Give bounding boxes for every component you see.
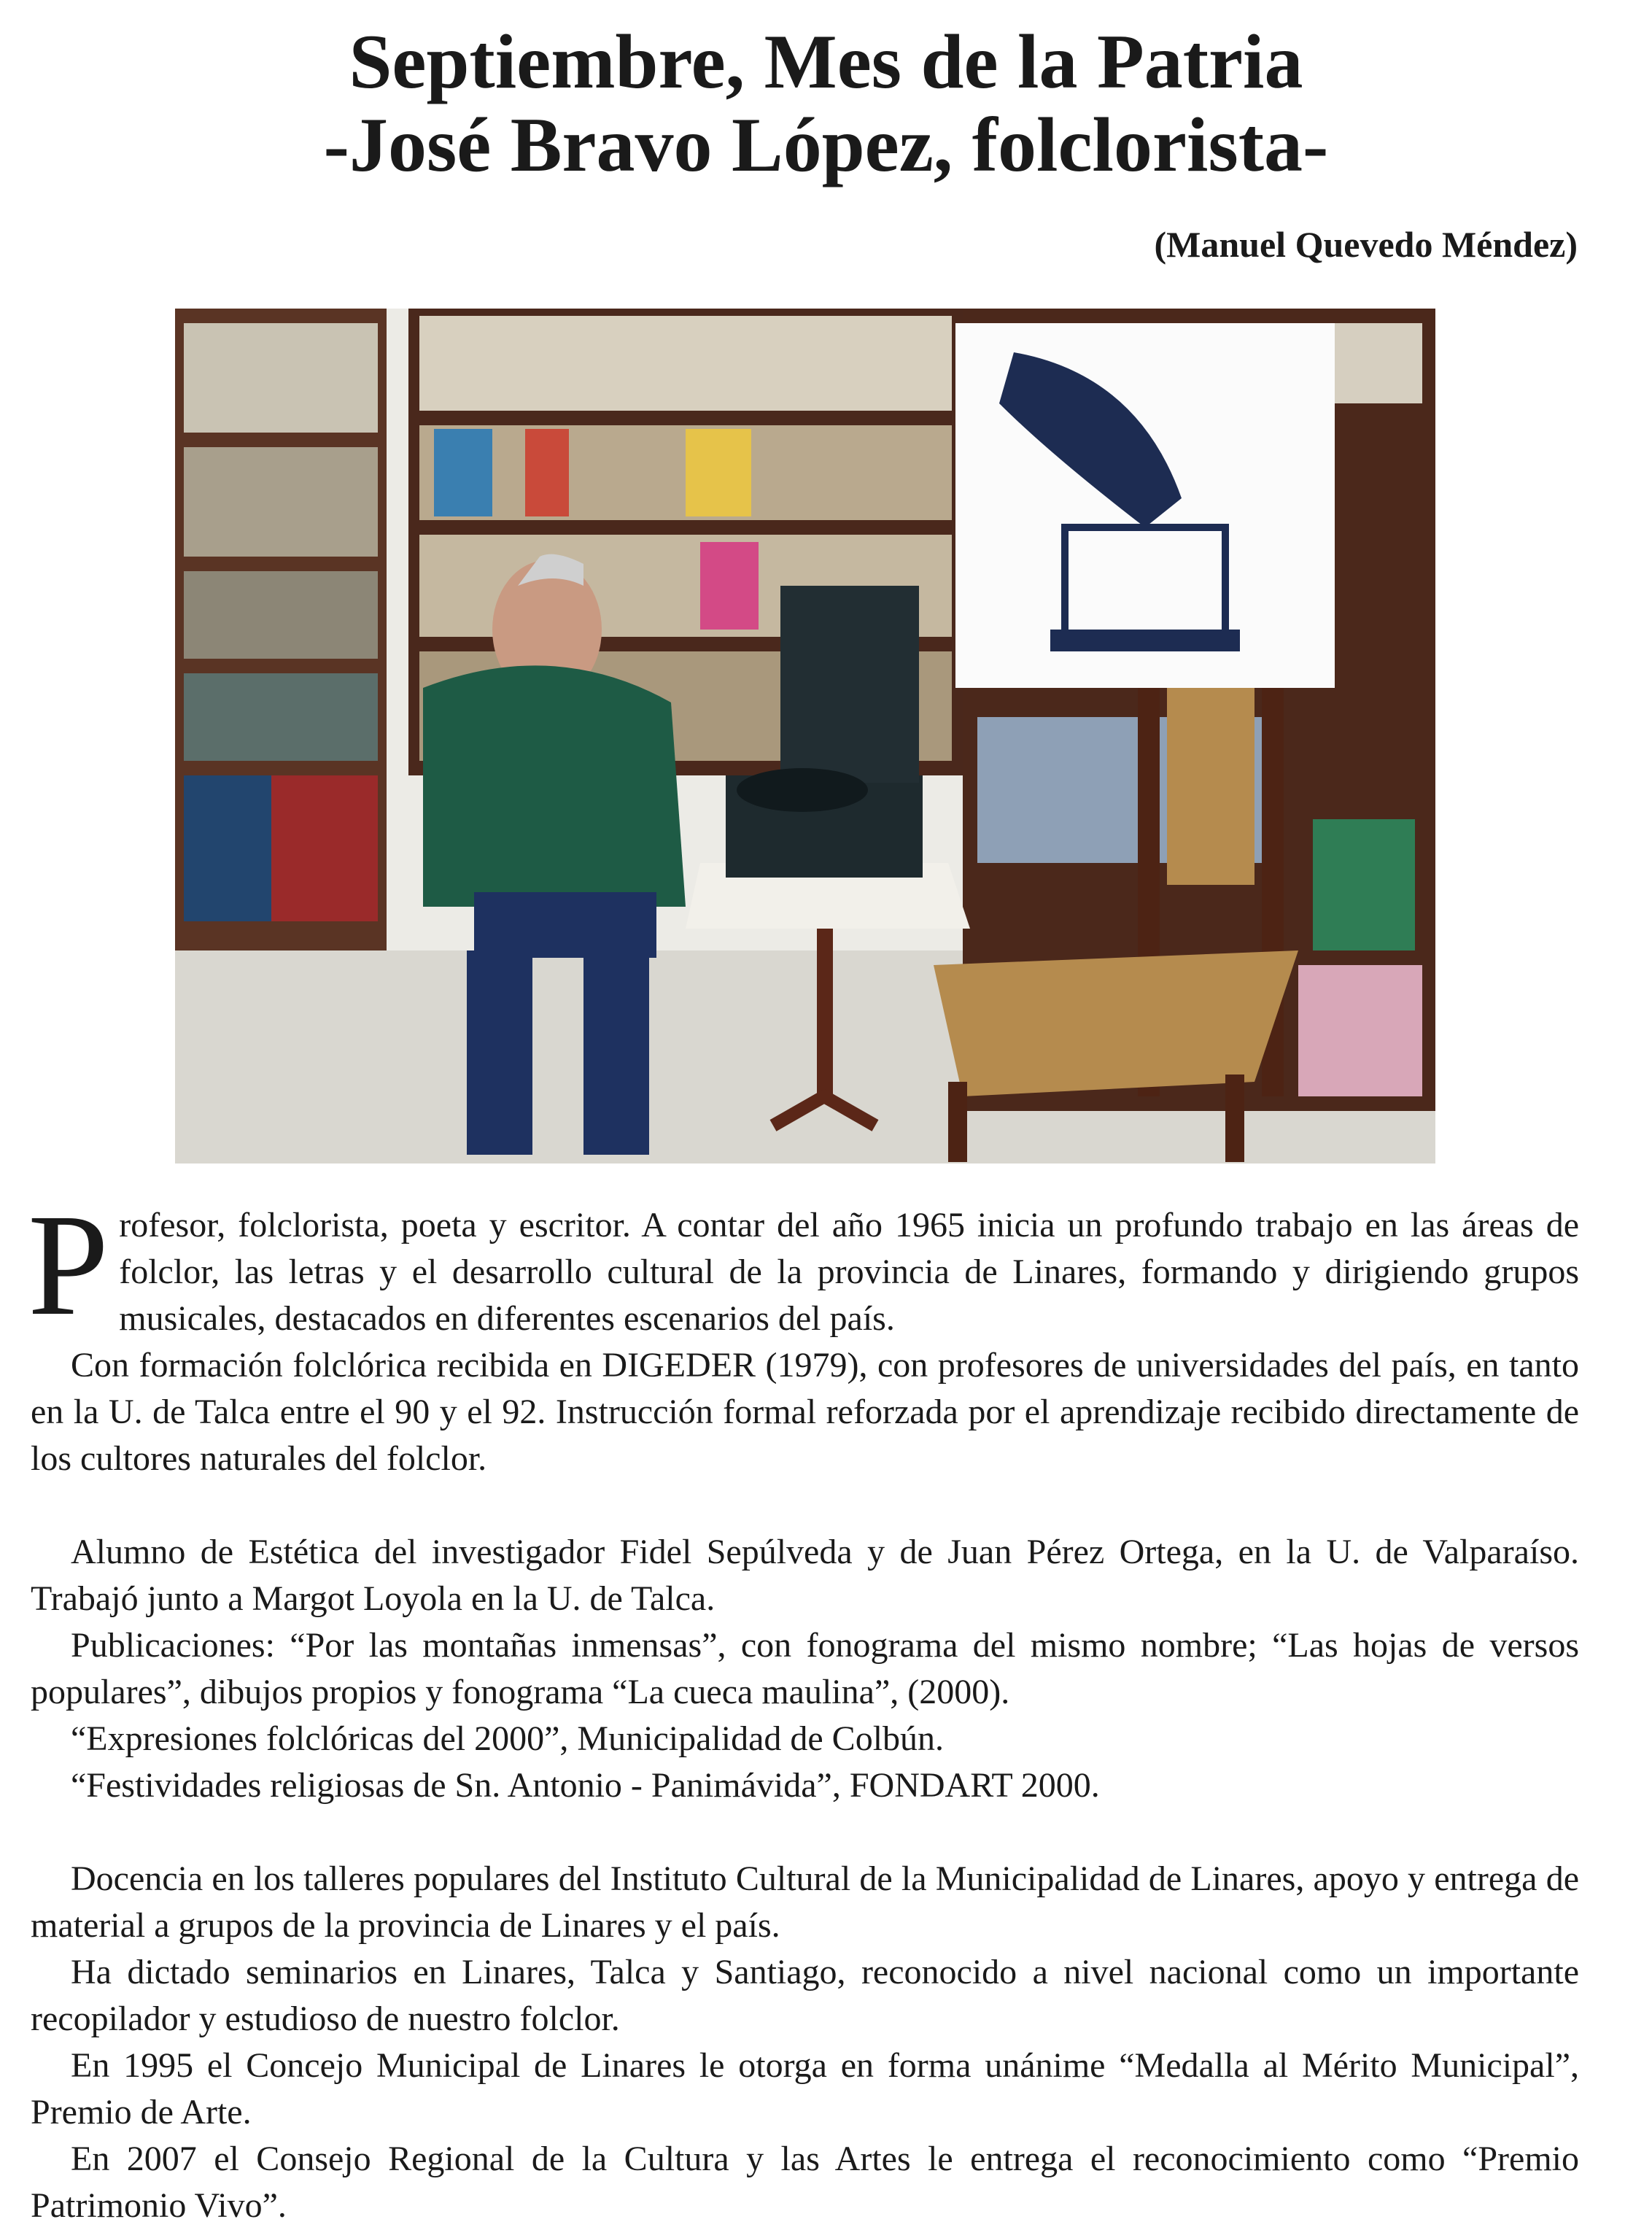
- paragraph: “Expresiones folclóricas del 2000”, Municipalidad de Colbún.: [71, 1719, 945, 1758]
- article-photo: [175, 309, 1435, 1163]
- paragraph: Alumno de Estética del investigador Fidel Sepúlveda y de Juan Pérez Ortega, en la U. de Valparaíso. Trabajó junto a Margot Loyola en la U. de Talca.: [31, 1533, 1579, 1618]
- paragraph-text: rofesor, folclorista, poeta y escritor. A contar del año 1965 inicia un profundo trabajo en las áreas de folclor, las letras y el desarrollo cultural de la provincia de Linares, formando y dirigiendo grupos musicales, destacados en diferentes escenarios del país.: [119, 1206, 1579, 1338]
- gramophone-poster: [955, 323, 1335, 688]
- paragraph: En 1995 el Concejo Municipal de Linares le otorga en forma unánime “Medalla al Mérito Municipal”, Premio de Arte.: [31, 2046, 1579, 2131]
- paragraph: Con formación folclórica recibida en DIGEDER (1979), con profesores de universidades del país, en tanto en la U. de Talca entre el 90 y el 92. Instrucción formal reforzada por el aprendizaje recibido directamente de los cultores naturales del folclor.: [31, 1346, 1579, 1478]
- article-body: [28, 1185, 1579, 2229]
- drop-cap: P: [28, 1185, 109, 1346]
- paragraph: En 2007 el Consejo Regional de la Cultura y las Artes le entrega el reconocimiento como “Premio Patrimonio Vivo”.: [31, 2140, 1579, 2225]
- page-title: [0, 20, 1652, 187]
- title-line-2: -José Bravo López, folclorista-: [323, 102, 1329, 187]
- left-bookcase: [175, 309, 387, 950]
- title-line-1: Septiembre, Mes de la Patria: [349, 19, 1303, 104]
- paragraph: “Festividades religiosas de Sn. Antonio - Panimávida”, FONDART 2000.: [71, 1766, 1100, 1805]
- author-byline: (Manuel Quevedo Méndez): [1154, 224, 1578, 265]
- paragraph: Ha dictado seminarios en Linares, Talca y Santiago, reconocido a nivel nacional como un importante recopilador y estudioso de nuestro folclor.: [31, 1953, 1579, 2038]
- paragraph: Publicaciones: “Por las montañas inmensas”, con fonograma del mismo nombre; “Las hojas de versos populares”, dibujos propios y fonograma “La cueca maulina”, (2000).: [31, 1626, 1579, 1711]
- paragraph: Docencia en los talleres populares del Instituto Cultural de la Municipalidad de Linares, apoyo y entrega de material a grupos de la provincia de Linares y el país.: [31, 1859, 1579, 1945]
- paragraph: [28, 1185, 1579, 1346]
